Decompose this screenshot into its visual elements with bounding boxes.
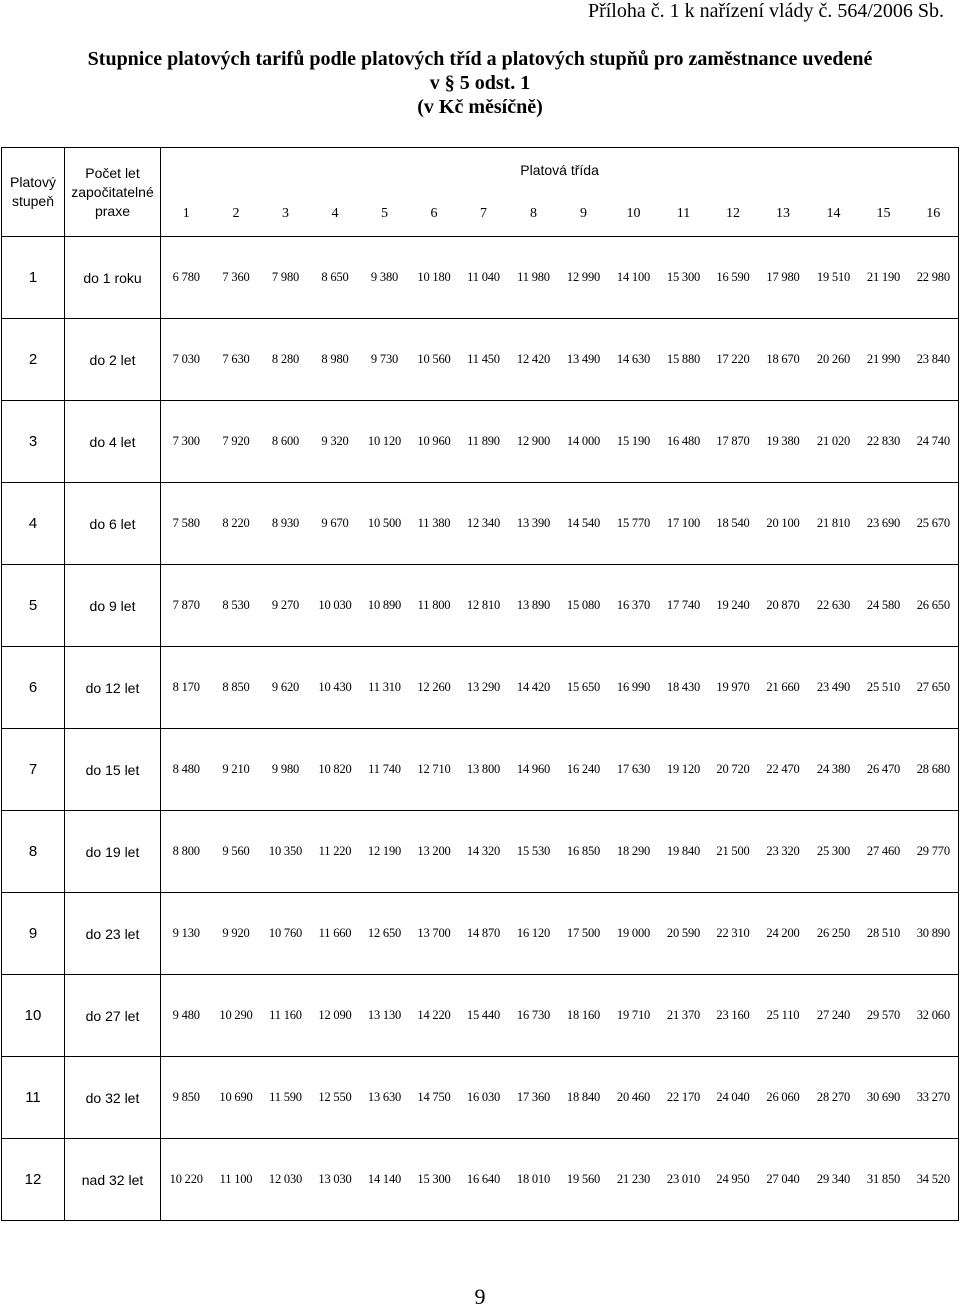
tariff-value-cell: 23 690: [859, 483, 909, 565]
tariff-value-cell: 24 380: [809, 729, 859, 811]
years-cell: do 1 roku: [65, 237, 161, 319]
tariff-value-cell: 26 060: [758, 1057, 809, 1139]
header-class-4: 4: [311, 193, 360, 237]
tariff-value-cell: 12 190: [360, 811, 410, 893]
table-row: [2, 729, 959, 811]
tariff-value-cell: 19 560: [559, 1139, 609, 1221]
tariff-value-cell: 13 200: [410, 811, 459, 893]
header-class-7: 7: [459, 193, 509, 237]
years-cell: do 27 let: [65, 975, 161, 1057]
step-cell: 3: [2, 401, 65, 483]
tariff-value-cell: 20 720: [709, 729, 758, 811]
tariff-value-cell: 24 200: [758, 893, 809, 975]
tariff-value-cell: 16 990: [609, 647, 659, 729]
tariff-value-cell: 17 870: [709, 401, 758, 483]
tariff-value-cell: 7 300: [161, 401, 212, 483]
header-step: Platový stupeň: [2, 148, 65, 237]
tariff-value-cell: 16 640: [459, 1139, 509, 1221]
tariff-value-cell: 11 310: [360, 647, 410, 729]
years-cell: do 19 let: [65, 811, 161, 893]
tariff-value-cell: 22 830: [859, 401, 909, 483]
tariff-value-cell: 9 980: [261, 729, 311, 811]
tariff-value-cell: 15 080: [559, 565, 609, 647]
tariff-value-cell: 12 030: [261, 1139, 311, 1221]
tariff-value-cell: 19 710: [609, 975, 659, 1057]
tariff-value-cell: 11 100: [212, 1139, 261, 1221]
title-line: v § 5 odst. 1: [429, 72, 531, 94]
years-cell: do 15 let: [65, 729, 161, 811]
table-row: [2, 1057, 959, 1139]
tariff-value-cell: 20 460: [609, 1057, 659, 1139]
tariff-value-cell: 16 480: [659, 401, 709, 483]
tariff-value-cell: 22 980: [909, 237, 959, 319]
tariff-value-cell: 18 160: [559, 975, 609, 1057]
tariff-value-cell: 8 800: [161, 811, 212, 893]
tariff-value-cell: 24 950: [709, 1139, 758, 1221]
tariff-value-cell: 13 800: [459, 729, 509, 811]
header-class-6: 6: [410, 193, 459, 237]
tariff-value-cell: 8 280: [261, 319, 311, 401]
tariff-value-cell: 11 980: [509, 237, 559, 319]
tariff-value-cell: 16 240: [559, 729, 609, 811]
tariff-value-cell: 14 320: [459, 811, 509, 893]
tariff-value-cell: 11 660: [311, 893, 360, 975]
tariff-value-cell: 19 380: [758, 401, 809, 483]
tariff-value-cell: 17 220: [709, 319, 758, 401]
tariff-value-cell: 8 930: [261, 483, 311, 565]
tariff-value-cell: 11 160: [261, 975, 311, 1057]
tariff-value-cell: 8 170: [161, 647, 212, 729]
tariff-value-cell: 34 520: [909, 1139, 959, 1221]
tariff-value-cell: 11 800: [410, 565, 459, 647]
tariff-value-cell: 7 630: [212, 319, 261, 401]
tariff-value-cell: 15 300: [410, 1139, 459, 1221]
tariff-value-cell: 21 990: [859, 319, 909, 401]
tariff-value-cell: 19 000: [609, 893, 659, 975]
tariff-value-cell: 18 010: [509, 1139, 559, 1221]
tariff-value-cell: 29 770: [909, 811, 959, 893]
tariff-value-cell: 8 530: [212, 565, 261, 647]
tariff-value-cell: 7 920: [212, 401, 261, 483]
step-cell: 10: [2, 975, 65, 1057]
tariff-value-cell: 14 750: [410, 1057, 459, 1139]
tariff-value-cell: 9 920: [212, 893, 261, 975]
tariff-value-cell: 21 660: [758, 647, 809, 729]
step-cell: 4: [2, 483, 65, 565]
tariff-value-cell: 9 620: [261, 647, 311, 729]
tariff-value-cell: 24 580: [859, 565, 909, 647]
tariff-value-cell: 10 960: [410, 401, 459, 483]
tariff-value-cell: 19 970: [709, 647, 758, 729]
tariff-value-cell: 29 340: [809, 1139, 859, 1221]
tariff-value-cell: 16 370: [609, 565, 659, 647]
tariff-value-cell: 13 030: [311, 1139, 360, 1221]
tariff-value-cell: 31 850: [859, 1139, 909, 1221]
tariff-value-cell: 10 820: [311, 729, 360, 811]
tariff-value-cell: 11 450: [459, 319, 509, 401]
tariff-value-cell: 14 870: [459, 893, 509, 975]
tariff-value-cell: 28 270: [809, 1057, 859, 1139]
tariff-value-cell: 25 110: [758, 975, 809, 1057]
tariff-value-cell: 27 650: [909, 647, 959, 729]
document-title: [0, 47, 960, 119]
tariff-value-cell: 9 210: [212, 729, 261, 811]
tariff-value-cell: 9 730: [360, 319, 410, 401]
tariff-value-cell: 15 300: [659, 237, 709, 319]
step-cell: 12: [2, 1139, 65, 1221]
tariff-value-cell: 11 740: [360, 729, 410, 811]
tariff-value-cell: 11 220: [311, 811, 360, 893]
tariff-value-cell: 10 120: [360, 401, 410, 483]
tariff-value-cell: 26 650: [909, 565, 959, 647]
header-class-2: 2: [212, 193, 261, 237]
header-class-5: 5: [360, 193, 410, 237]
tariff-value-cell: 18 840: [559, 1057, 609, 1139]
tariff-value-cell: 16 730: [509, 975, 559, 1057]
tariff-value-cell: 13 890: [509, 565, 559, 647]
tariff-value-cell: 14 960: [509, 729, 559, 811]
tariff-value-cell: 15 770: [609, 483, 659, 565]
step-cell: 1: [2, 237, 65, 319]
tariff-value-cell: 14 420: [509, 647, 559, 729]
tariff-value-cell: 19 510: [809, 237, 859, 319]
tariff-value-cell: 21 190: [859, 237, 909, 319]
tariff-value-cell: 7 030: [161, 319, 212, 401]
tariff-value-cell: 29 570: [859, 975, 909, 1057]
tariff-value-cell: 23 160: [709, 975, 758, 1057]
tariff-value-cell: 21 810: [809, 483, 859, 565]
tariff-value-cell: 12 090: [311, 975, 360, 1057]
tariff-value-cell: 11 380: [410, 483, 459, 565]
tariff-value-cell: 26 470: [859, 729, 909, 811]
table-row: [2, 483, 959, 565]
tariff-value-cell: 15 440: [459, 975, 509, 1057]
tariff-value-cell: 12 810: [459, 565, 509, 647]
tariff-value-cell: 10 290: [212, 975, 261, 1057]
tariff-value-cell: 19 240: [709, 565, 758, 647]
tariff-value-cell: 9 670: [311, 483, 360, 565]
tariff-value-cell: 9 560: [212, 811, 261, 893]
tariff-value-cell: 18 290: [609, 811, 659, 893]
years-cell: do 9 let: [65, 565, 161, 647]
header-class-14: 14: [809, 193, 859, 237]
tariff-value-cell: 14 140: [360, 1139, 410, 1221]
tariff-value-cell: 8 650: [311, 237, 360, 319]
step-cell: 8: [2, 811, 65, 893]
years-cell: do 32 let: [65, 1057, 161, 1139]
tariff-value-cell: 18 670: [758, 319, 809, 401]
header-row: [2, 148, 959, 193]
tariff-value-cell: 12 990: [559, 237, 609, 319]
tariff-value-cell: 11 040: [459, 237, 509, 319]
tariff-value-cell: 20 100: [758, 483, 809, 565]
table-row: [2, 401, 959, 483]
tariff-value-cell: 17 630: [609, 729, 659, 811]
tariff-value-cell: 26 250: [809, 893, 859, 975]
step-cell: 7: [2, 729, 65, 811]
tariff-value-cell: 13 290: [459, 647, 509, 729]
tariff-value-cell: 10 760: [261, 893, 311, 975]
tariff-value-cell: 28 510: [859, 893, 909, 975]
step-cell: 6: [2, 647, 65, 729]
tariff-value-cell: 18 540: [709, 483, 758, 565]
header-class-3: 3: [261, 193, 311, 237]
table-row: [2, 975, 959, 1057]
header-class-8: 8: [509, 193, 559, 237]
tariff-value-cell: 17 980: [758, 237, 809, 319]
tariff-value-cell: 10 350: [261, 811, 311, 893]
tariff-value-cell: 20 590: [659, 893, 709, 975]
tariff-value-cell: 30 890: [909, 893, 959, 975]
tariff-value-cell: 12 650: [360, 893, 410, 975]
tariff-value-cell: 7 980: [261, 237, 311, 319]
tariff-value-cell: 8 600: [261, 401, 311, 483]
tariff-value-cell: 10 430: [311, 647, 360, 729]
tariff-value-cell: 30 690: [859, 1057, 909, 1139]
table-row: [2, 237, 959, 319]
step-cell: 5: [2, 565, 65, 647]
tariff-value-cell: 17 500: [559, 893, 609, 975]
tariff-value-cell: 27 240: [809, 975, 859, 1057]
header-class-16: 16: [909, 193, 959, 237]
tariff-value-cell: 9 270: [261, 565, 311, 647]
tariff-value-cell: 10 180: [410, 237, 459, 319]
tariff-value-cell: 13 390: [509, 483, 559, 565]
tariff-value-cell: 15 650: [559, 647, 609, 729]
tariff-value-cell: 12 260: [410, 647, 459, 729]
tariff-value-cell: 33 270: [909, 1057, 959, 1139]
tariff-value-cell: 17 100: [659, 483, 709, 565]
header-class-10: 10: [609, 193, 659, 237]
tariff-value-cell: 16 030: [459, 1057, 509, 1139]
header-class-12: 12: [709, 193, 758, 237]
tariff-value-cell: 17 740: [659, 565, 709, 647]
table-row: [2, 319, 959, 401]
tariff-value-cell: 24 740: [909, 401, 959, 483]
tariff-value-cell: 28 680: [909, 729, 959, 811]
table-body: [2, 237, 959, 1221]
tariff-value-cell: 25 510: [859, 647, 909, 729]
tariff-value-cell: 8 980: [311, 319, 360, 401]
tariff-value-cell: 15 530: [509, 811, 559, 893]
header-class-11: 11: [659, 193, 709, 237]
tariff-value-cell: 10 690: [212, 1057, 261, 1139]
tariff-value-cell: 15 880: [659, 319, 709, 401]
tariff-value-cell: 11 890: [459, 401, 509, 483]
tariff-value-cell: 22 470: [758, 729, 809, 811]
tariff-value-cell: 13 630: [360, 1057, 410, 1139]
tariff-value-cell: 15 190: [609, 401, 659, 483]
tariff-value-cell: 12 900: [509, 401, 559, 483]
header-class-1: 1: [161, 193, 212, 237]
tariff-value-cell: 23 840: [909, 319, 959, 401]
years-cell: do 2 let: [65, 319, 161, 401]
tariff-value-cell: 21 230: [609, 1139, 659, 1221]
tariff-value-cell: 19 840: [659, 811, 709, 893]
tariff-value-cell: 22 630: [809, 565, 859, 647]
tariff-value-cell: 10 560: [410, 319, 459, 401]
header-class-15: 15: [859, 193, 909, 237]
tariff-value-cell: 7 360: [212, 237, 261, 319]
header-class-group: Platová třída: [161, 148, 959, 193]
table-row: [2, 893, 959, 975]
tariff-value-cell: 13 700: [410, 893, 459, 975]
tariff-value-cell: 25 670: [909, 483, 959, 565]
header-class-13: 13: [758, 193, 809, 237]
years-cell: do 4 let: [65, 401, 161, 483]
tariff-value-cell: 27 460: [859, 811, 909, 893]
tariff-value-cell: 14 000: [559, 401, 609, 483]
tariff-value-cell: 9 850: [161, 1057, 212, 1139]
table-row: [2, 647, 959, 729]
tariff-value-cell: 21 500: [709, 811, 758, 893]
tariff-value-cell: 11 590: [261, 1057, 311, 1139]
tariff-value-cell: 16 590: [709, 237, 758, 319]
tariff-value-cell: 27 040: [758, 1139, 809, 1221]
tariff-value-cell: 22 310: [709, 893, 758, 975]
tariff-value-cell: 14 100: [609, 237, 659, 319]
tariff-value-cell: 9 130: [161, 893, 212, 975]
tariff-value-cell: 10 030: [311, 565, 360, 647]
tariff-value-cell: 32 060: [909, 975, 959, 1057]
table-row: [2, 565, 959, 647]
tariff-value-cell: 9 320: [311, 401, 360, 483]
tariff-value-cell: 25 300: [809, 811, 859, 893]
tariff-value-cell: 8 850: [212, 647, 261, 729]
tariff-value-cell: 10 220: [161, 1139, 212, 1221]
tariff-value-cell: 16 120: [509, 893, 559, 975]
years-cell: do 23 let: [65, 893, 161, 975]
tariff-value-cell: 20 870: [758, 565, 809, 647]
tariff-value-cell: 17 360: [509, 1057, 559, 1139]
tariff-value-cell: 23 490: [809, 647, 859, 729]
tariff-value-cell: 24 040: [709, 1057, 758, 1139]
tariff-value-cell: 12 420: [509, 319, 559, 401]
tariff-value-cell: 14 630: [609, 319, 659, 401]
title-line: Stupnice platových tarifů podle platových tříd a platových stupňů pro zaměstnance uvedené: [87, 48, 873, 70]
header-class-9: 9: [559, 193, 609, 237]
tariff-value-cell: 12 550: [311, 1057, 360, 1139]
step-cell: 9: [2, 893, 65, 975]
tariff-value-cell: 22 170: [659, 1057, 709, 1139]
years-cell: do 12 let: [65, 647, 161, 729]
years-cell: nad 32 let: [65, 1139, 161, 1221]
tariff-value-cell: 8 480: [161, 729, 212, 811]
tariff-value-cell: 9 480: [161, 975, 212, 1057]
tariff-value-cell: 7 870: [161, 565, 212, 647]
salary-tariff-table: [1, 147, 959, 1221]
years-cell: do 6 let: [65, 483, 161, 565]
header-years: Počet let započitatelné praxe: [65, 148, 161, 237]
tariff-value-cell: 23 320: [758, 811, 809, 893]
annex-reference: Příloha č. 1 k nařízení vlády č. 564/2006 Sb.: [587, 0, 944, 22]
tariff-value-cell: 19 120: [659, 729, 709, 811]
tariff-value-cell: 10 500: [360, 483, 410, 565]
tariff-value-cell: 20 260: [809, 319, 859, 401]
tariff-value-cell: 21 020: [809, 401, 859, 483]
tariff-value-cell: 8 220: [212, 483, 261, 565]
step-cell: 2: [2, 319, 65, 401]
step-cell: 11: [2, 1057, 65, 1139]
tariff-value-cell: 9 380: [360, 237, 410, 319]
tariff-value-cell: 7 580: [161, 483, 212, 565]
title-line: (v Kč měsíčně): [417, 96, 543, 118]
tariff-value-cell: 13 490: [559, 319, 609, 401]
table-row: [2, 811, 959, 893]
tariff-value-cell: 12 710: [410, 729, 459, 811]
tariff-value-cell: 18 430: [659, 647, 709, 729]
tariff-value-cell: 21 370: [659, 975, 709, 1057]
tariff-value-cell: 6 780: [161, 237, 212, 319]
tariff-value-cell: 16 850: [559, 811, 609, 893]
tariff-value-cell: 12 340: [459, 483, 509, 565]
tariff-value-cell: 23 010: [659, 1139, 709, 1221]
tariff-value-cell: 14 220: [410, 975, 459, 1057]
table-row: [2, 1139, 959, 1221]
tariff-value-cell: 13 130: [360, 975, 410, 1057]
tariff-value-cell: 14 540: [559, 483, 609, 565]
tariff-value-cell: 10 890: [360, 565, 410, 647]
page-number: 9: [474, 1284, 486, 1309]
